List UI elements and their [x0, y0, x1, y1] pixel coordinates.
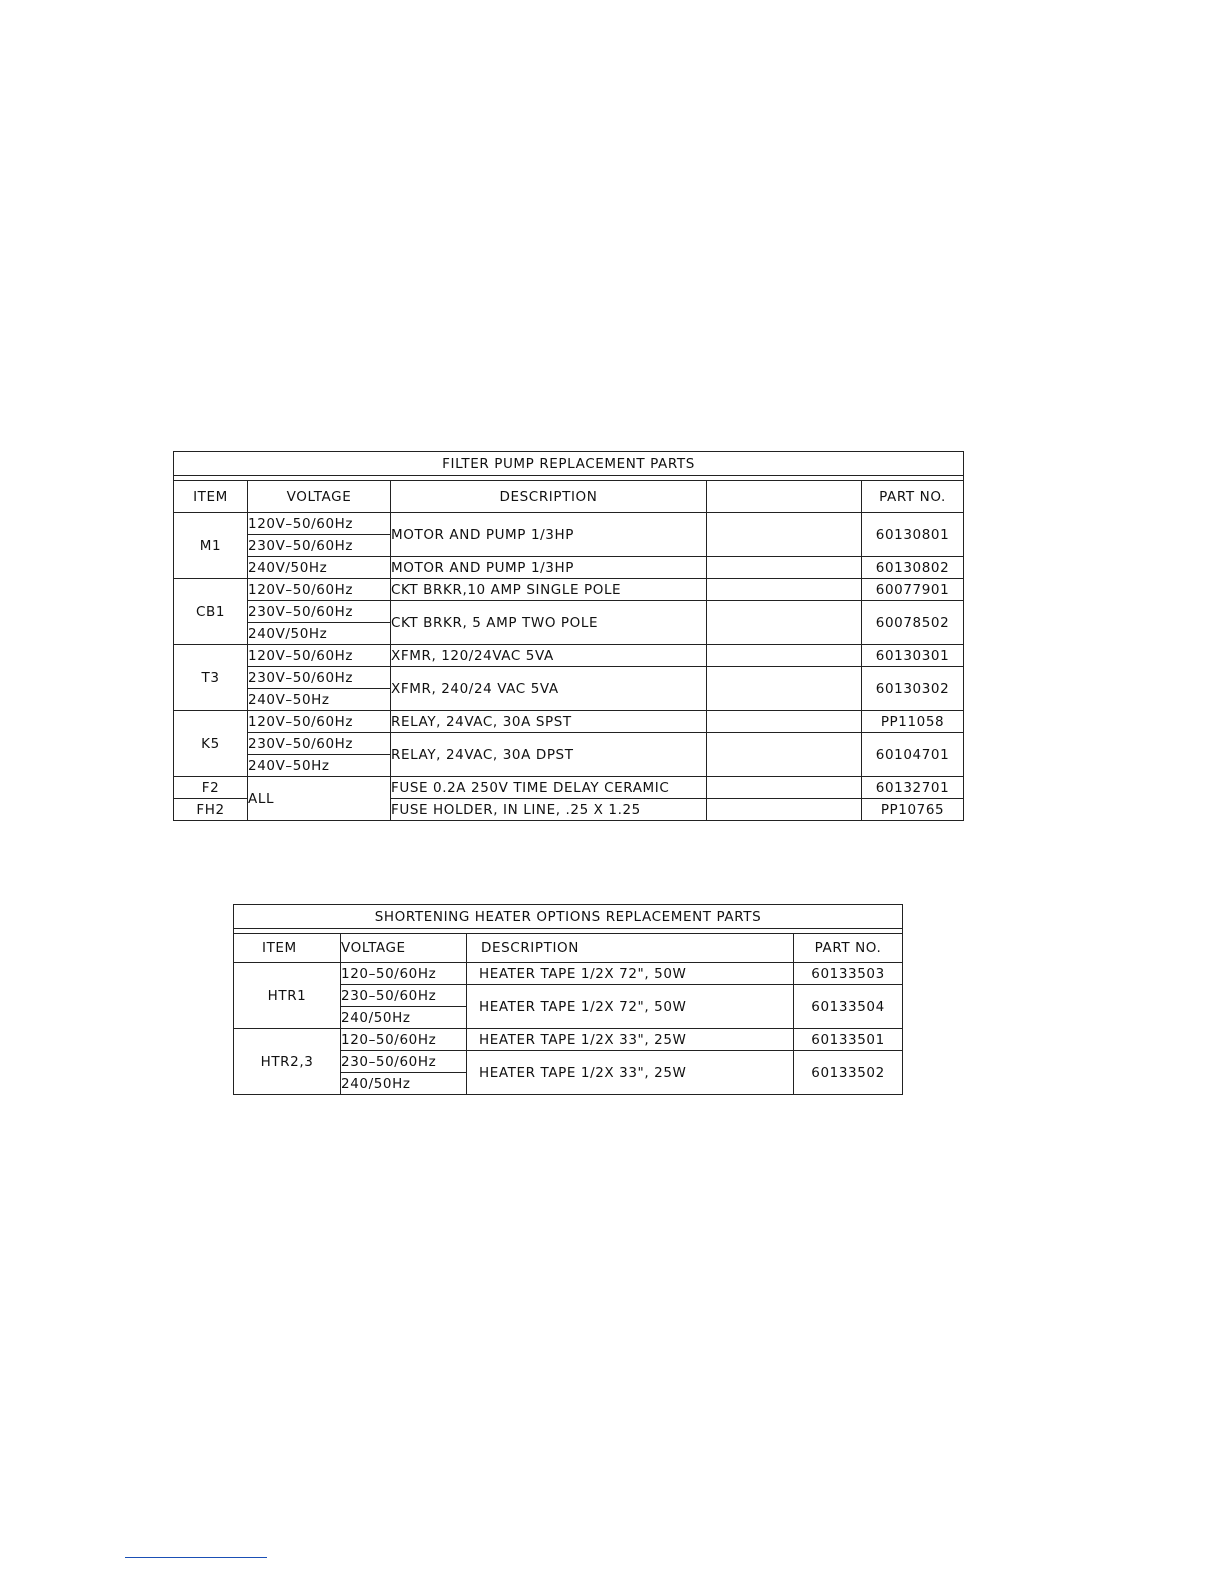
column-header-description: DESCRIPTION [391, 481, 707, 513]
voltage-cell: 240V–50Hz [248, 755, 391, 777]
item-cell: FH2 [174, 799, 248, 821]
voltage-cell: 120V–50/60Hz [248, 711, 391, 733]
table-row [174, 777, 964, 799]
table-row [174, 513, 964, 535]
table-row [174, 579, 964, 601]
voltage-cell: 120V–50/60Hz [248, 579, 391, 601]
blank-cell [707, 777, 862, 799]
voltage-cell: ALL [248, 777, 391, 821]
description-cell: CKT BRKR, 5 AMP TWO POLE [391, 601, 707, 645]
part-number-cell: 60130801 [862, 513, 964, 557]
description-cell: HEATER TAPE 1/2X 33", 25W [467, 1029, 794, 1051]
item-cell: HTR1 [234, 963, 341, 1029]
description-cell: XFMR, 240/24 VAC 5VA [391, 667, 707, 711]
blank-cell [707, 799, 862, 821]
column-header-part-no: PART NO. [862, 481, 964, 513]
description-cell: RELAY, 24VAC, 30A SPST [391, 711, 707, 733]
voltage-cell: 230V–50/60Hz [248, 601, 391, 623]
description-cell: MOTOR AND PUMP 1/3HP [391, 557, 707, 579]
voltage-cell: 120V–50/60Hz [248, 645, 391, 667]
blank-cell [707, 513, 862, 557]
item-cell: CB1 [174, 579, 248, 645]
footer-rule [125, 1557, 267, 1558]
shortening-heater-parts-table [233, 904, 903, 1095]
column-header-blank [707, 481, 862, 513]
item-cell: HTR2,3 [234, 1029, 341, 1095]
part-number-cell: 60132701 [862, 777, 964, 799]
table-row [174, 667, 964, 689]
column-header-item: ITEM [174, 481, 248, 513]
table-row [174, 711, 964, 733]
table-row [174, 557, 964, 579]
item-cell: M1 [174, 513, 248, 579]
description-cell: HEATER TAPE 1/2X 33", 25W [467, 1051, 794, 1095]
description-cell: HEATER TAPE 1/2X 72", 50W [467, 963, 794, 985]
column-header-part-no: PART NO. [794, 934, 903, 963]
voltage-cell: 230V–50/60Hz [248, 733, 391, 755]
item-cell: K5 [174, 711, 248, 777]
part-number-cell: 60077901 [862, 579, 964, 601]
blank-cell [707, 601, 862, 645]
voltage-cell: 230–50/60Hz [341, 1051, 467, 1073]
table-row [234, 1029, 903, 1051]
voltage-cell: 230V–50/60Hz [248, 535, 391, 557]
item-cell: F2 [174, 777, 248, 799]
table-row [174, 733, 964, 755]
table-row [174, 601, 964, 623]
description-cell: FUSE 0.2A 250V TIME DELAY CERAMIC [391, 777, 707, 799]
table-title: SHORTENING HEATER OPTIONS REPLACEMENT PARTS [234, 905, 903, 929]
part-number-cell: PP11058 [862, 711, 964, 733]
blank-cell [707, 557, 862, 579]
item-cell: T3 [174, 645, 248, 711]
description-cell: FUSE HOLDER, IN LINE, .25 X 1.25 [391, 799, 707, 821]
description-cell: CKT BRKR,10 AMP SINGLE POLE [391, 579, 707, 601]
description-cell: MOTOR AND PUMP 1/3HP [391, 513, 707, 557]
part-number-cell: 60130301 [862, 645, 964, 667]
voltage-cell: 240V/50Hz [248, 557, 391, 579]
blank-cell [707, 733, 862, 777]
voltage-cell: 120–50/60Hz [341, 1029, 467, 1051]
blank-cell [707, 711, 862, 733]
part-number-cell: 60133501 [794, 1029, 903, 1051]
filter-pump-parts-table [173, 451, 964, 821]
description-cell: RELAY, 24VAC, 30A DPST [391, 733, 707, 777]
column-header-voltage: VOLTAGE [248, 481, 391, 513]
voltage-cell: 120V–50/60Hz [248, 513, 391, 535]
blank-cell [707, 645, 862, 667]
part-number-cell: 60078502 [862, 601, 964, 645]
part-number-cell: 60133503 [794, 963, 903, 985]
voltage-cell: 240/50Hz [341, 1073, 467, 1095]
column-header-voltage: VOLTAGE [341, 934, 467, 963]
voltage-cell: 120–50/60Hz [341, 963, 467, 985]
part-number-cell: 60133502 [794, 1051, 903, 1095]
description-cell: XFMR, 120/24VAC 5VA [391, 645, 707, 667]
column-header-item: ITEM [234, 934, 341, 963]
table-row [234, 963, 903, 985]
table-title: FILTER PUMP REPLACEMENT PARTS [174, 452, 964, 476]
voltage-cell: 230V–50/60Hz [248, 667, 391, 689]
part-number-cell: 60133504 [794, 985, 903, 1029]
voltage-cell: 240/50Hz [341, 1007, 467, 1029]
part-number-cell: 60104701 [862, 733, 964, 777]
voltage-cell: 240V–50Hz [248, 689, 391, 711]
column-header-description: DESCRIPTION [467, 934, 794, 963]
description-cell: HEATER TAPE 1/2X 72", 50W [467, 985, 794, 1029]
part-number-cell: 60130802 [862, 557, 964, 579]
voltage-cell: 230–50/60Hz [341, 985, 467, 1007]
blank-cell [707, 579, 862, 601]
voltage-cell: 240V/50Hz [248, 623, 391, 645]
part-number-cell: PP10765 [862, 799, 964, 821]
table-row [174, 645, 964, 667]
part-number-cell: 60130302 [862, 667, 964, 711]
blank-cell [707, 667, 862, 711]
